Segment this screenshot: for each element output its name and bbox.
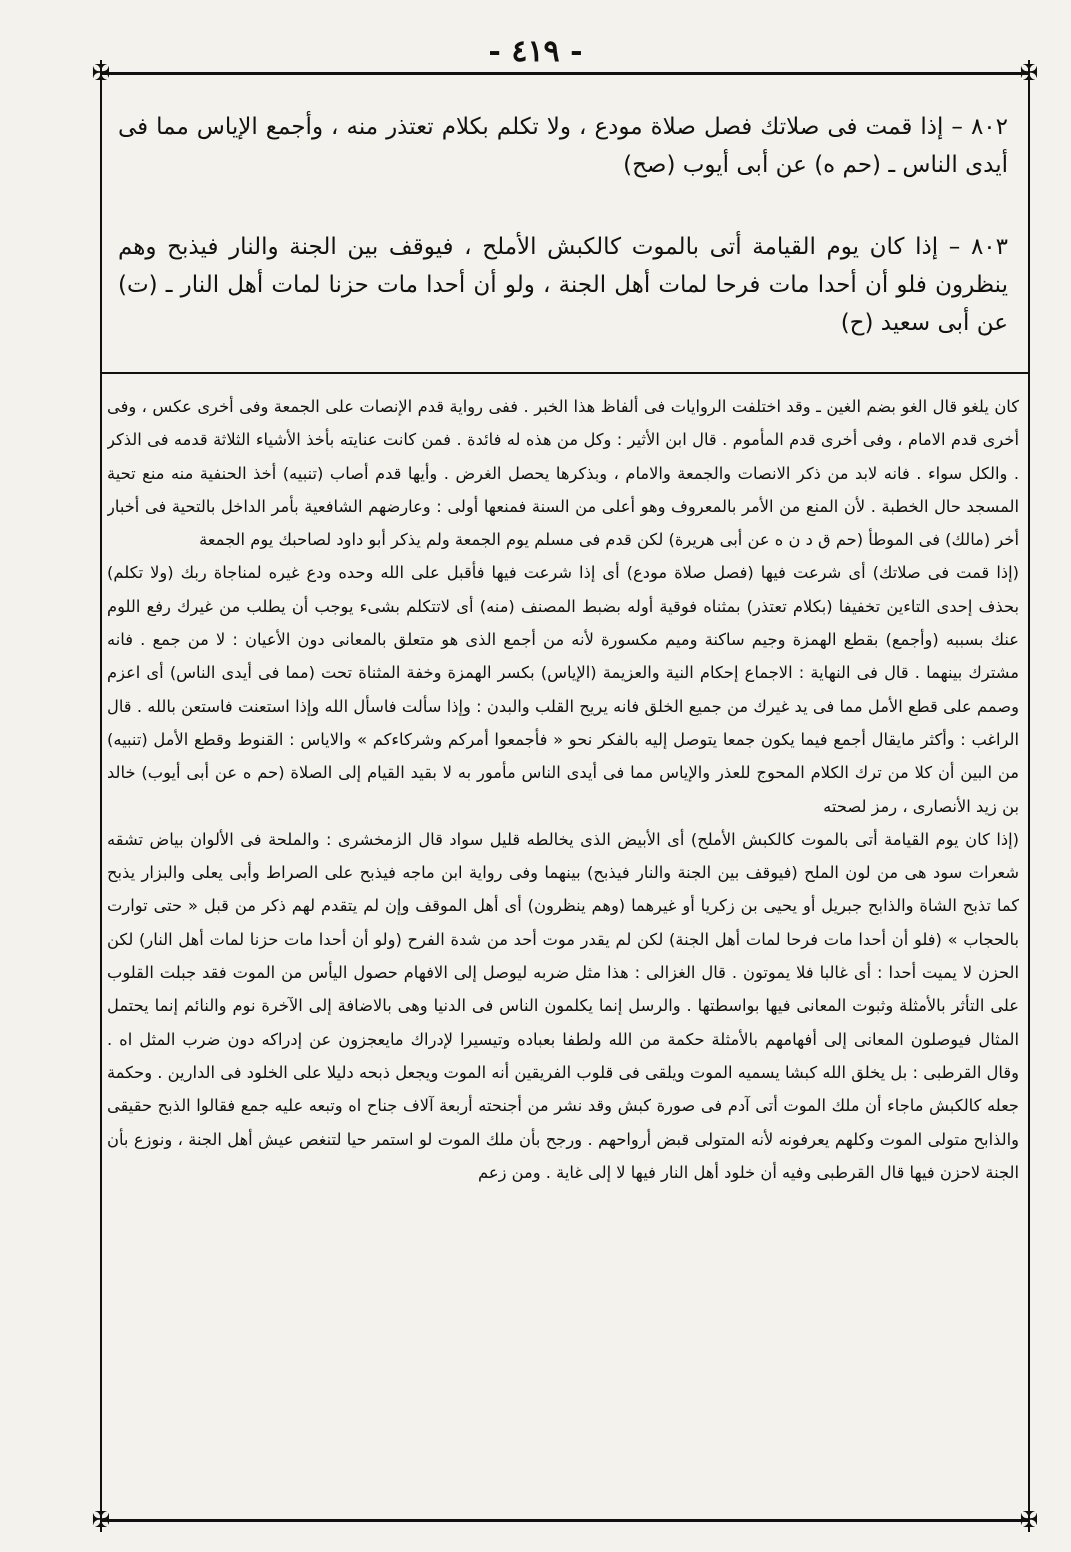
corner-ornament-top-left: ✠	[91, 61, 111, 86]
commentary-paragraph: (إذا قمت فى صلاتك) أى شرعت فيها (فصل صلاة مودع) أى إذا شرعت فيها فأقبل على الله وحده ودع غيره لمناجاة ربك (ولا تكلم) بحذف إحدى التاءين تخفيفا (بكلام تعتذر) بمثناه فوقية أوله بضبط المصنف (منه) أى لاتتكلم بشىء يوجب أن يطلب من غيرك رفع اللوم عنك بسببه (وأجمع) بقطع الهمزة وجيم ساكنة وميم مكسورة لأنه من أجمع الذى هو متعلق بالمعانى دون الأعيان : لا من جمع . فانه مشترك بينهما . قال فى النهاية : الاجماع إحكام النية والعزيمة (الإياس) بكسر الهمزة وخفة المثناة تحت (مما فى أيدى الناس) أى اعزم وصمم على قطع الأمل مما فى يد غيرك من جميع الخلق فانه يريح القلب والبدن : وإذا سألت فاسأل الله وإذا استعنت فاستعن بالله . قال الراغب : وأكثر مايقال أجمع فيما يكون جمعا يتوصل إليه بالفكر نحو « فأجمعوا أمركم وشركاءكم » والاياس : القنوط وقطع الأمل (تنبيه) من البين أن كلا من ترك الكلام المحوج للعذر والإياس مما فى أيدى الناس مأمور به لا بقيد القيام إلى الصلاة (حم ه عن أبى أيوب) خالد بن زيد الأنصارى ، رمز لصحته	[107, 563, 1019, 816]
hadith-803: ٨٠٣ – إذا كان يوم القيامة أتى بالموت كالكبش الأملح ، فيوقف بين الجنة والنار فيذبح وهم ينظرون فلو أن أحدا مات فرحا لمات أهل الجنة ، ولو أن أحدا مات حزنا لمات أهل النار ـ (ت) عن أبى سعيد (ح)	[118, 234, 1008, 336]
divider-line	[100, 372, 1028, 374]
corner-ornament-bottom-right: ✠	[1019, 1508, 1039, 1533]
commentary-paragraph: (إذا كان يوم القيامة أتى بالموت كالكبش الأملح) أى الأبيض الذى يخالطه قليل سواد قال الزمخشرى : والملحة فى الألوان بياض تشقه شعرات سود هى من لون الملح (فيوقف بين الجنة والنار فيذبح) بينهما وفى رواية ابن ماجه فيذبح على الصراط وأبى يعلى والبزار يذبح كما تذبح الشاة والذابح جبريل أو يحيى بن زكريا أو غيرهما (وهم ينظرون) أى أهل الموقف وإن لم يتقدم لهم ذكر من قبل « حتى توارت بالحجاب » (فلو أن أحدا مات فرحا لمات أهل الجنة) لكن لم يقدر موت أحد من شدة الفرح (ولو أن أحدا مات حزنا لمات أهل النار) لكن الحزن لا يميت أحدا : أى غالبا فلا يموتون . قال الغزالى : هذا مثل ضربه ليوصل إلى الافهام حصول اليأس من الموت فقد جبلت القلوب على التأثر بالأمثلة وثبوت المعانى فيها بواسطتها . والرسل إنما يكلمون الناس فى الدنيا وهى بالاضافة إلى الآخرة نوم والنائم إنما يحتمل المثال فيوصلون المعانى إلى أفهامهم بالأمثلة حكمة من الله ولطفا بعباده وتيسيرا لإدراك مايعجزون عن إدراكه دون ضرب المثل اه . وقال القرطبى : بل يخلق الله كبشا يسميه الموت ويلقى فى قلوب الفريقين أنه الموت ويجعل ذبحه دليلا على الخلود فى الدارين . وحكمة جعله كالكبش ماجاء أن ملك الموت أتى آدم فى صورة كبش وقد نشر من أجنحته أربعة آلاف جناح اه وتبعه عليه جمع فقالوا الذبح حقيقى والذابح متولى الموت وكلهم يعرفونه لأنه المتولى قبض أرواحهم . ورجح بأن ملك الموت لو استمر حيا لتنغص عيش أهل الجنة ، ونوزع بأن الجنة لاحزن فيها قال القرطبى وفيه أن خلود أهل النار فيها لا إلى غاية . ومن زعم	[107, 829, 1019, 1182]
frame-top-line	[100, 72, 1028, 75]
commentary	[107, 390, 1019, 1510]
commentary-paragraph: كان يلغو قال الغو بضم الغين ـ وقد اختلفت الروايات فى ألفاظ هذا الخبر . ففى رواية قدم الإنصات على الجمعة وفى أخرى عكس ، وفى أخرى قدم الامام ، وفى أخرى قدم المأموم . قال ابن الأثير : وكل من هذه له فائدة . فمن كانت عنايته بأخذ الأشياء الثلاثة قدمه فى الذكر . والكل سواء . فانه لابد من ذكر الانصات والجمعة والامام ، وبذكرها يحصل الغرض . وأيها قدم أصاب (تنبيه) أخذ الحنفية منه منع تحية المسجد حال الخطبة . لأن المنع من الأمر بالمعروف وهو أعلى من السنة فمنعها أولى : وعارضهم الشافعية بأمر الداخل بالتحية فى أخبار أخر (مالك) فى الموطأ (حم ق د ن ه عن أبى هريرة) لكن قدم فى مسلم يوم الجمعة ولم يذكر أبو داود لصاحبك يوم الجمعة	[107, 397, 1019, 550]
corner-ornament-top-right: ✠	[1019, 61, 1039, 86]
corner-ornament-bottom-left: ✠	[91, 1508, 111, 1533]
frame-left-line	[100, 60, 102, 1532]
frame-bottom-line	[100, 1519, 1028, 1522]
page-number: - ٤١٩ -	[488, 34, 583, 69]
frame-right-line	[1028, 60, 1030, 1532]
hadith-802: ٨٠٢ – إذا قمت فى صلاتك فصل صلاة مودع ، ولا تكلم بكلام تعتذر منه ، وأجمع الإياس مما فى أيدى الناس ـ (حم ه) عن أبى أيوب (صح)	[118, 114, 1008, 178]
